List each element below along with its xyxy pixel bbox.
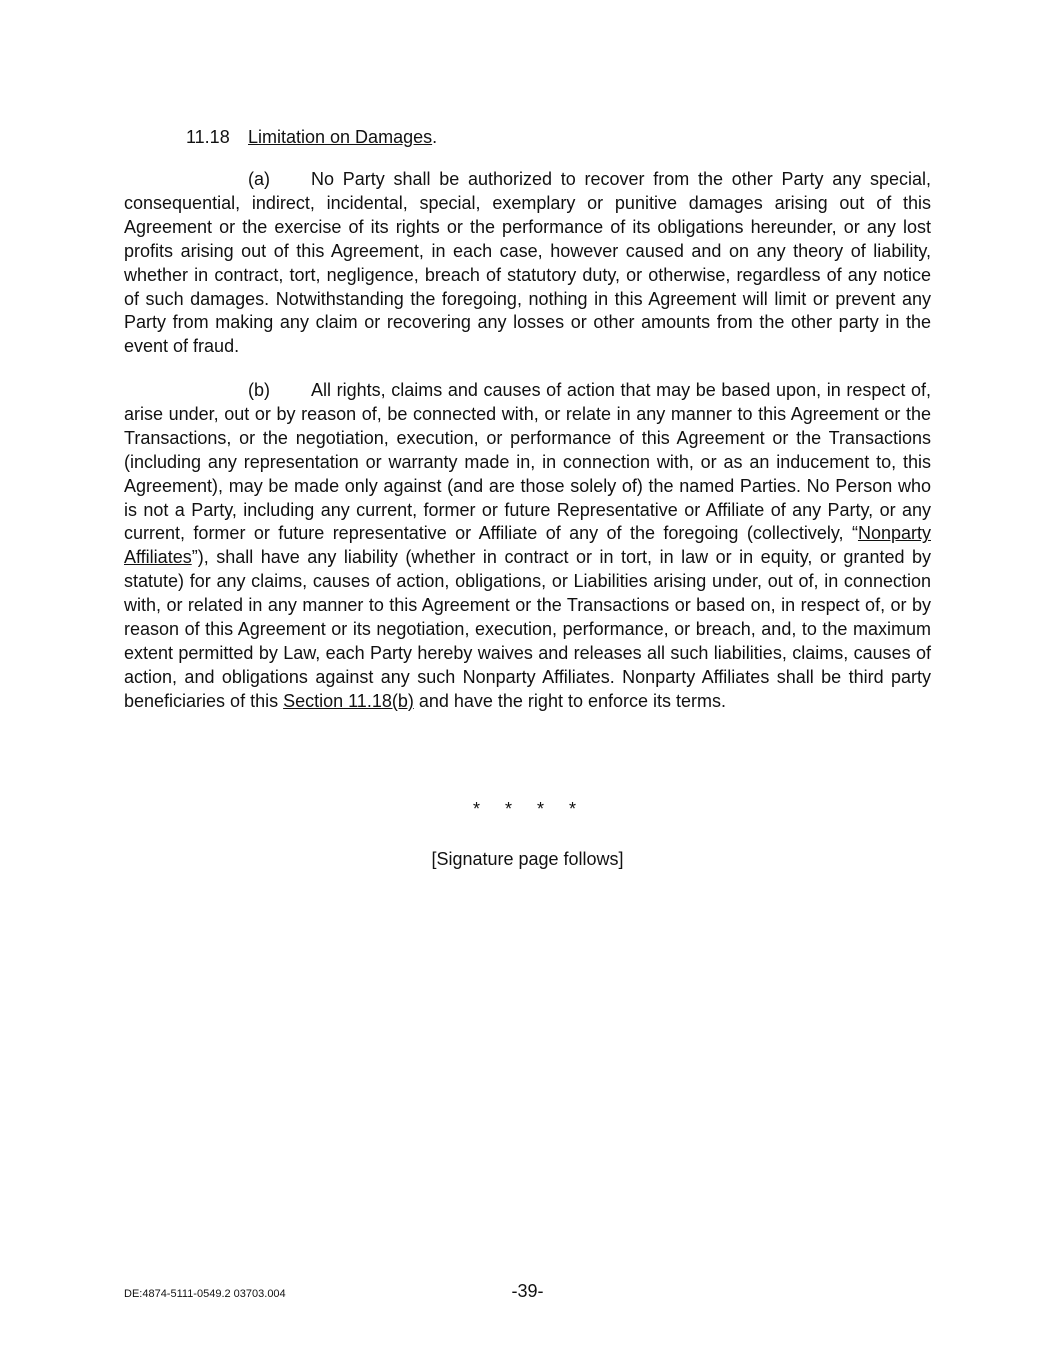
footer-document-id: DE:4874-5111-0549.2 03703.004 (124, 1288, 286, 1300)
section-title: Limitation on Damages (248, 127, 433, 147)
paragraph-b (124, 379, 931, 714)
paragraph-a-text: No Party shall be authorized to recover from the other Party any special, consequential, indirect, incidental, special, exemplary or punitive damages arising out of this Agreement or the exercise of its rights or the performance of its obligations hereunder, or any lost profits arising out of this Agreement, in each case, however caused and on any theory of liability, whether in contract, tort, negligence, breach of statutory duty, or otherwise, regardless of any notice of such damages. Notwithstanding the foregoing, nothing in this Agreement will limit or prevent any Party from making any claim or recovering any losses or other amounts from the other party in the event of fraud. (124, 169, 931, 357)
paragraph-b-text-2: ”), shall have any liability (whether in contract or in tort, in law or in equity, or granted by statute) for any claims, causes of action, obligations, or Liabilities arising under, out of, in connection with, or related in any manner to this Agreement or the Transactions or based on, in respect of, or by reason of this Agreement or its negotiation, execution, performance, or breach, and, to the maximum extent permitted by Law, each Party hereby waives and releases all such liabilities, claims, causes of action, and obligations against any such Nonparty Affiliates. Nonparty Affiliates shall be third party beneficiaries of this (124, 547, 931, 711)
signature-page-note: [Signature page follows] (431, 849, 624, 869)
section-number: 11.18 (186, 127, 230, 147)
section-title-period: . (432, 127, 438, 147)
paragraph-a (124, 168, 931, 359)
paragraph-a-label: (a) (248, 169, 270, 189)
paragraph-b-text-1: All rights, claims and causes of action that may be based upon, in respect of, arise under, out or by reason of, be connected with, or relate in any manner to this Agreement or the Transactions, or the negotiation, execution, or performance of this Agreement or the Transactions (including any representation or warranty made in, in connection with, or as an inducement to, this Agreement), may be made only against (and are those solely of) the named Parties. No Person who is not a Party, including any current, former or future Representative or Affiliate of any Party, or any current, former or future representative or Affiliate of any of the foregoing (collectively, “ (124, 380, 931, 544)
section-reference: Section 11.18(b) (283, 690, 414, 711)
footer-page-number: -39- (511, 1281, 544, 1301)
paragraph-b-label: (b) (248, 380, 270, 400)
defined-term-nonparty-affiliates: Nonparty Affiliates (124, 523, 931, 568)
section-separator: * * * * (472, 799, 587, 819)
paragraph-b-text-3: and have the right to enforce its terms. (413, 690, 727, 711)
section-heading (186, 125, 437, 149)
